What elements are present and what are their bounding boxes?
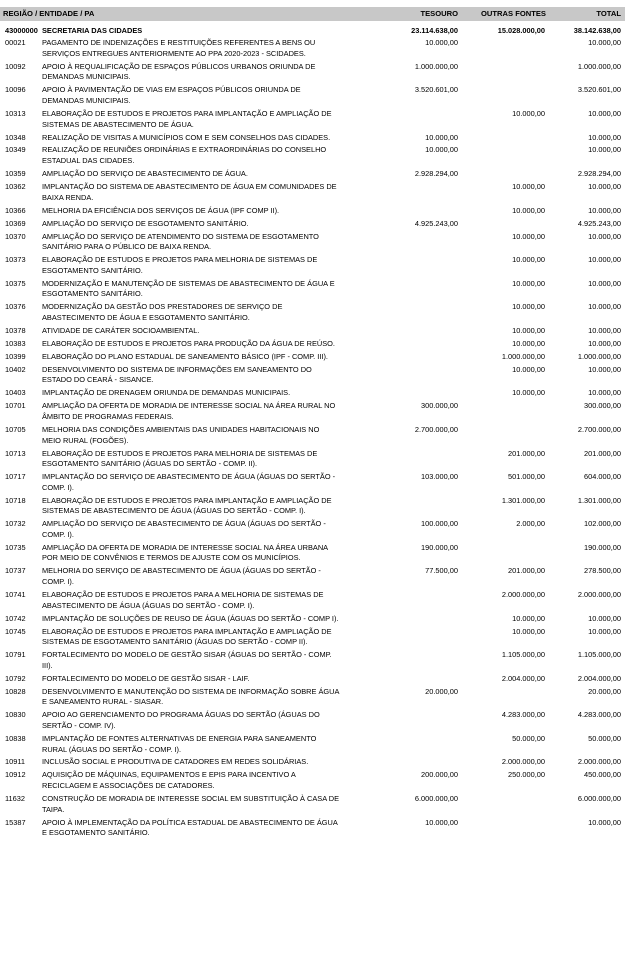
row-description: PAGAMENTO DE INDENIZAÇÕES E RESTITUIÇÕES REFERENTES A BENS OU SERVIÇOS ENTREGUES ANTERIORMENTE AO PPA 2020-2023 - SCIDADES.: [42, 38, 316, 58]
row-total: 1.000.000,00: [577, 351, 621, 361]
row-description: MELHORIA DA EFICIÊNCIA DOS SERVIÇOS DE ÁGUA (IPF COMP II).: [42, 205, 280, 215]
row-code: 10376: [5, 302, 26, 312]
row-code: 10830: [5, 710, 26, 720]
table-row: [0, 496, 625, 517]
row-description: IMPLANTAÇÃO DE SOLUÇÕES DE REUSO DE ÁGUA (ÁGUAS DO SERTÃO - COMP I).: [42, 613, 339, 623]
row-tesouro: 1.000.000,00: [414, 61, 458, 71]
row-outras-fontes: 2.004.000,00: [501, 673, 545, 683]
row-total: 10.000,00: [588, 231, 621, 241]
row-description: ELABORAÇÃO DO PLANO ESTADUAL DE SANEAMENTO BÁSICO (IPF - COMP. III).: [42, 351, 328, 361]
row-description: MELHORIA DAS CONDIÇÕES AMBIENTAIS DAS UNIDADES HABITACIONAIS NO MEIO RURAL (FOGÕES).: [42, 425, 320, 445]
row-outras-fontes: 1.105.000,00: [501, 650, 545, 660]
row-total: 1.000.000,00: [577, 61, 621, 71]
table-row: [0, 279, 625, 300]
table-row: [0, 425, 625, 446]
entity-row: [0, 26, 625, 37]
header-outras-fontes: OUTRAS FONTES: [481, 9, 546, 18]
table-row: [0, 38, 625, 59]
table-row: [0, 794, 625, 815]
row-total: 20.000,00: [588, 686, 621, 696]
row-outras-fontes: 2.000.000,00: [501, 757, 545, 767]
row-outras-fontes: 1.301.000,00: [501, 495, 545, 505]
row-description: IMPLANTAÇÃO DO SERVIÇO DE ABASTECIMENTO DE ÁGUA (ÁGUAS DO SERTÃO - COMP. I).: [42, 472, 336, 492]
row-code: 10742: [5, 613, 26, 623]
table-row: [0, 687, 625, 708]
row-description: ATIVIDADE DE CARÁTER SOCIOAMBIENTAL.: [42, 325, 200, 335]
table-row: [0, 401, 625, 422]
row-code: 10717: [5, 472, 26, 482]
row-total: 190.000,00: [584, 542, 621, 552]
row-outras-fontes: 2.000.000,00: [501, 590, 545, 600]
table-row: [0, 472, 625, 493]
table-row: [0, 614, 625, 625]
row-code: 10791: [5, 650, 26, 660]
row-outras-fontes: 10.000,00: [512, 255, 545, 265]
row-total: 604.000,00: [584, 472, 621, 482]
table-row: [0, 590, 625, 611]
row-code: 10366: [5, 205, 26, 215]
row-description: ELABORAÇÃO DE ESTUDOS E PROJETOS PARA IMPLANTAÇÃO E AMPLIAÇÃO DE SISTEMAS DE ESGOTAMENTO SANITÁRIO (ÁGUAS DO SERTÃO - COMP II).: [42, 626, 332, 647]
table-row: [0, 133, 625, 144]
table-row: [0, 145, 625, 166]
row-total: 10.000,00: [588, 613, 621, 623]
row-description: REALIZAÇÃO DE REUNIÕES ORDINÁRIAS E EXTRAORDINÁRIAS DO CONSELHO ESTADUAL DAS CIDADES.: [42, 145, 327, 166]
row-description: MODERNIZAÇÃO E MANUTENÇÃO DE SISTEMAS DE ABASTECIMENTO DE ÁGUA E ESGOTAMENTO SANITÁRIO.: [42, 278, 335, 299]
row-code: 10373: [5, 255, 26, 265]
row-code: 10383: [5, 338, 26, 348]
row-outras-fontes: 2.000,00: [516, 519, 545, 529]
row-code: 00021: [5, 38, 26, 48]
row-outras-fontes: 10.000,00: [512, 231, 545, 241]
row-total: 450.000,00: [584, 770, 621, 780]
table-body: [0, 26, 625, 841]
row-code: 10369: [5, 218, 26, 228]
row-total: 10.000,00: [588, 626, 621, 636]
row-outras-fontes: 10.000,00: [512, 205, 545, 215]
row-outras-fontes: 10.000,00: [512, 338, 545, 348]
row-tesouro: 10.000,00: [425, 145, 458, 155]
table-row: [0, 219, 625, 230]
row-code: 10403: [5, 388, 26, 398]
row-total: 10.000,00: [588, 255, 621, 265]
row-total: 2.700.000,00: [577, 425, 621, 434]
table-row: [0, 206, 625, 217]
row-code: 11632: [5, 794, 26, 804]
row-code: 10362: [5, 182, 26, 192]
row-outras-fontes: 201.000,00: [508, 448, 545, 458]
row-total: 10.000,00: [588, 364, 621, 374]
row-total: 201.000,00: [584, 448, 621, 458]
table-row: [0, 232, 625, 253]
row-code: 10737: [5, 566, 26, 576]
table-row: [0, 365, 625, 386]
table-row: [0, 674, 625, 685]
table-row: [0, 818, 625, 839]
row-description: APOIO AO GERENCIAMENTO DO PROGRAMA ÁGUAS DO SERTÃO (ÁGUAS DO SERTÃO - COMP. IV).: [42, 710, 320, 730]
row-code: 10912: [5, 770, 26, 780]
row-description: AMPLIAÇÃO DO SERVIÇO DE ABASTECIMENTO DE ÁGUA (ÁGUAS DO SERTÃO - COMP. I).: [42, 519, 326, 539]
row-tesouro: 77.500,00: [425, 566, 458, 576]
row-code: 10092: [5, 61, 26, 71]
row-code: 10745: [5, 626, 26, 636]
row-tesouro: 103.000,00: [421, 472, 458, 482]
row-description: MELHORIA DO SERVIÇO DE ABASTECIMENTO DE ÁGUA (ÁGUAS DO SERTÃO - COMP. I).: [42, 566, 321, 587]
row-tesouro: 10.000,00: [425, 38, 458, 48]
table-row: [0, 734, 625, 755]
row-total: 2.004.000,00: [577, 673, 621, 683]
row-code: 10701: [5, 401, 26, 411]
row-description: AQUISIÇÃO DE MÁQUINAS, EQUIPAMENTOS E EPIS PARA INCENTIVO A RECICLAGEM E ASSOCIAÇÕES DE CATADORES.: [42, 770, 296, 791]
table-row: [0, 566, 625, 587]
row-outras-fontes: 1.000.000,00: [501, 351, 545, 361]
row-total: 6.000.000,00: [577, 794, 621, 804]
entity-total: 38.142.638,00: [573, 26, 621, 35]
row-total: 2.000.000,00: [577, 757, 621, 767]
row-code: 10402: [5, 364, 26, 374]
row-tesouro: 200.000,00: [421, 770, 458, 780]
row-code: 10828: [5, 686, 26, 696]
table-row: [0, 109, 625, 130]
row-tesouro: 300.000,00: [421, 401, 458, 411]
row-outras-fontes: 501.000,00: [508, 472, 545, 482]
row-outras-fontes: 10.000,00: [512, 388, 545, 398]
table-row: [0, 650, 625, 671]
row-tesouro: 3.520.601,00: [414, 85, 458, 95]
row-outras-fontes: 10.000,00: [512, 108, 545, 118]
row-description: IMPLANTAÇÃO DE FONTES ALTERNATIVAS DE ENERGIA PARA SANEAMENTO RURAL (ÁGUAS DO SERTÃO - COMP. I).: [42, 733, 317, 754]
table-row: [0, 388, 625, 399]
row-code: 10348: [5, 132, 26, 142]
row-description: ELABORAÇÃO DE ESTUDOS E PROJETOS PARA MELHORIA DE SISTEMAS DE ESGOTAMENTO SANITÁRIO (ÁGUAS DO SERTÃO - COMP. II).: [42, 448, 318, 469]
header-tesouro: TESOURO: [420, 9, 458, 18]
row-outras-fontes: 10.000,00: [512, 325, 545, 335]
row-description: AMPLIAÇÃO DO SERVIÇO DE ABASTECIMENTO DE ÁGUA.: [42, 169, 248, 179]
row-description: AMPLIAÇÃO DO SERVIÇO DE ATENDIMENTO DO SISTEMA DE ESGOTAMENTO SANITÁRIO PARA O PÚBLICO DE BAIXA RENDA.: [42, 231, 319, 252]
row-total: 10.000,00: [588, 38, 621, 48]
row-outras-fontes: 4.283.000,00: [501, 710, 545, 720]
row-code: 10718: [5, 495, 26, 505]
row-tesouro: 4.925.243,00: [414, 218, 458, 228]
row-tesouro: 10.000,00: [425, 132, 458, 142]
row-code: 10741: [5, 590, 26, 600]
row-tesouro: 6.000.000,00: [414, 794, 458, 804]
row-total: 1.301.000,00: [577, 495, 621, 505]
table-row: [0, 255, 625, 276]
row-description: ELABORAÇÃO DE ESTUDOS E PROJETOS PARA IMPLANTAÇÃO E AMPLIAÇÃO DE SISTEMAS DE ABASTECIMENTO DE ÁGUA (ÁGUAS DO SERTÃO - COMP. I).: [42, 495, 332, 516]
row-description: FORTALECIMENTO DO MODELO DE GESTÃO SISAR (ÁGUAS DO SERTÃO - COMP. III).: [42, 650, 332, 670]
entity-description: SECRETARIA DAS CIDADES: [42, 26, 143, 35]
row-code: 15387: [5, 817, 26, 827]
row-code: 10838: [5, 733, 26, 743]
row-total: 10.000,00: [588, 388, 621, 398]
row-description: ELABORAÇÃO DE ESTUDOS E PROJETOS PARA A MELHORIA DE SISTEMAS DE ABASTECIMENTO DE ÁGUA (ÁGUAS DO SERTÃO - COMP. I).: [42, 590, 324, 610]
row-tesouro: 20.000,00: [425, 686, 458, 696]
row-total: 300.000,00: [584, 401, 621, 411]
row-code: 10732: [5, 519, 26, 529]
row-outras-fontes: 10.000,00: [512, 613, 545, 623]
row-code: 10370: [5, 231, 26, 241]
row-total: 2.000.000,00: [577, 590, 621, 600]
row-outras-fontes: 201.000,00: [508, 566, 545, 576]
table-row: [0, 543, 625, 564]
row-tesouro: 2.700.000,00: [414, 425, 458, 434]
row-code: 10792: [5, 673, 26, 683]
row-outras-fontes: 250.000,00: [508, 770, 545, 780]
row-description: INCLUSÃO SOCIAL E PRODUTIVA DE CATADORES EM REDES SOLIDÁRIAS.: [42, 757, 309, 767]
row-total: 10.000,00: [588, 338, 621, 348]
row-tesouro: 190.000,00: [421, 542, 458, 552]
row-description: APOIO À IMPLEMENTAÇÃO DA POLÍTICA ESTADUAL DE ABASTECIMENTO DE ÁGUA E ESGOTAMENTO SANITÁRIO.: [42, 817, 338, 838]
row-total: 4.925.243,00: [577, 218, 621, 228]
row-code: 10359: [5, 169, 26, 179]
table-row: [0, 710, 625, 731]
row-code: 10349: [5, 145, 26, 155]
row-total: 10.000,00: [588, 325, 621, 335]
table-header: [0, 7, 625, 21]
row-tesouro: 100.000,00: [421, 519, 458, 529]
row-total: 278.500,00: [584, 566, 621, 576]
table-row: [0, 352, 625, 363]
row-code: 10713: [5, 448, 26, 458]
row-total: 10.000,00: [588, 182, 621, 192]
row-total: 10.000,00: [588, 205, 621, 215]
row-description: REALIZAÇÃO DE VISITAS A MUNICÍPIOS COM E SEM CONSELHOS DAS CIDADES.: [42, 132, 331, 142]
row-description: ELABORAÇÃO DE ESTUDOS E PROJETOS PARA IMPLANTAÇÃO E AMPLIAÇÃO DE SISTEMAS DE ABASTECIMENTO DE ÁGUA.: [42, 108, 332, 129]
row-description: AMPLIAÇÃO DA OFERTA DE MORADIA DE INTERESSE SOCIAL NA ÁREA RURAL NO ÂMBITO DE PROGRAMAS FEDERAIS.: [42, 401, 336, 422]
row-code: 10705: [5, 425, 26, 434]
row-description: IMPLANTAÇÃO DE DRENAGEM ORIUNDA DE DEMANDAS MUNICIPAIS.: [42, 388, 291, 398]
row-description: ELABORAÇÃO DE ESTUDOS E PROJETOS PARA MELHORIA DE SISTEMAS DE ESGOTAMENTO SANITÁRIO.: [42, 255, 318, 275]
row-total: 3.520.601,00: [577, 85, 621, 95]
row-description: AMPLIAÇÃO DA OFERTA DE MORADIA DE INTERESSE SOCIAL NA ÁREA URBANA POR MEIO DE CONVÊNIOS E TERMOS DE AJUSTE COM OS MUNICÍPIOS.: [42, 542, 328, 563]
table-row: [0, 339, 625, 350]
row-total: 10.000,00: [588, 108, 621, 118]
row-description: MODERNIZAÇÃO DA GESTÃO DOS PRESTADORES DE SERVIÇO DE ABASTECIMENTO DE ÁGUA E ESGOTAMENTO SANITÁRIO.: [42, 302, 283, 322]
table-row: [0, 169, 625, 180]
row-total: 10.000,00: [588, 132, 621, 142]
row-description: DESENVOLVIMENTO DO SISTEMA DE INFORMAÇÕES EM SANEAMENTO DO ESTADO DO CEARÁ - SISANCE.: [42, 364, 312, 385]
row-total: 10.000,00: [588, 145, 621, 155]
table-row: [0, 519, 625, 540]
table-row: [0, 182, 625, 203]
entity-outras-fontes: 15.028.000,00: [497, 26, 545, 35]
row-description: AMPLIAÇÃO DO SERVIÇO DE ESGOTAMENTO SANITÁRIO.: [42, 218, 249, 228]
row-code: 10096: [5, 85, 26, 95]
row-total: 10.000,00: [588, 817, 621, 827]
row-total: 50.000,00: [588, 733, 621, 743]
table-row: [0, 62, 625, 83]
row-code: 10378: [5, 325, 26, 335]
table-row: [0, 770, 625, 791]
row-tesouro: 10.000,00: [425, 817, 458, 827]
header-total: TOTAL: [596, 9, 621, 18]
table-row: [0, 302, 625, 323]
row-code: 10911: [5, 757, 26, 767]
row-code: 10375: [5, 278, 26, 288]
row-outras-fontes: 10.000,00: [512, 182, 545, 192]
row-total: 10.000,00: [588, 278, 621, 288]
row-code: 10399: [5, 351, 26, 361]
header-regiao: REGIÃO / ENTIDADE / PA: [3, 9, 95, 18]
row-description: IMPLANTAÇÃO DO SISTEMA DE ABASTECIMENTO DE ÁGUA EM COMUNIDADES DE BAIXA RENDA.: [42, 182, 337, 202]
row-outras-fontes: 50.000,00: [512, 733, 545, 743]
table-row: [0, 85, 625, 106]
row-total: 4.283.000,00: [577, 710, 621, 720]
table-row: [0, 449, 625, 470]
row-total: 2.928.294,00: [577, 169, 621, 179]
row-outras-fontes: 10.000,00: [512, 626, 545, 636]
row-description: APOIO À REQUALIFICAÇÃO DE ESPAÇOS PÚBLICOS URBANOS ORIUNDA DE DEMANDAS MUNICIPAIS.: [42, 61, 316, 82]
entity-tesouro: 23.114.638,00: [411, 26, 458, 35]
row-description: FORTALECIMENTO DO MODELO DE GESTÃO SISAR - LAIF.: [42, 673, 250, 683]
row-code: 10735: [5, 542, 26, 552]
row-total: 10.000,00: [588, 302, 621, 312]
row-description: CONSTRUÇÃO DE MORADIA DE INTERESSE SOCIAL EM SUBSTITUIÇÃO À CASA DE TAIPA.: [42, 794, 340, 814]
table-row: [0, 757, 625, 768]
table-row: [0, 326, 625, 337]
row-total: 102.000,00: [584, 519, 621, 529]
row-code: 10313: [5, 108, 26, 118]
row-tesouro: 2.928.294,00: [414, 169, 458, 179]
row-description: APOIO À PAVIMENTAÇÃO DE VIAS EM ESPAÇOS PÚBLICOS ORIUNDA DE DEMANDAS MUNICIPAIS.: [42, 85, 301, 105]
row-description: DESENVOLVIMENTO E MANUTENÇÃO DO SISTEMA DE INFORMAÇÃO SOBRE ÁGUA E SANEAMENTO RURAL - SIASAR.: [42, 686, 340, 707]
row-outras-fontes: 10.000,00: [512, 278, 545, 288]
table-row: [0, 627, 625, 648]
row-outras-fontes: 10.000,00: [512, 302, 545, 312]
entity-code: 43000000: [5, 26, 38, 35]
row-total: 1.105.000,00: [577, 650, 621, 660]
row-description: ELABORAÇÃO DE ESTUDOS E PROJETOS PARA PRODUÇÃO DA ÁGUA DE REÚSO.: [42, 338, 335, 348]
row-outras-fontes: 10.000,00: [512, 364, 545, 374]
